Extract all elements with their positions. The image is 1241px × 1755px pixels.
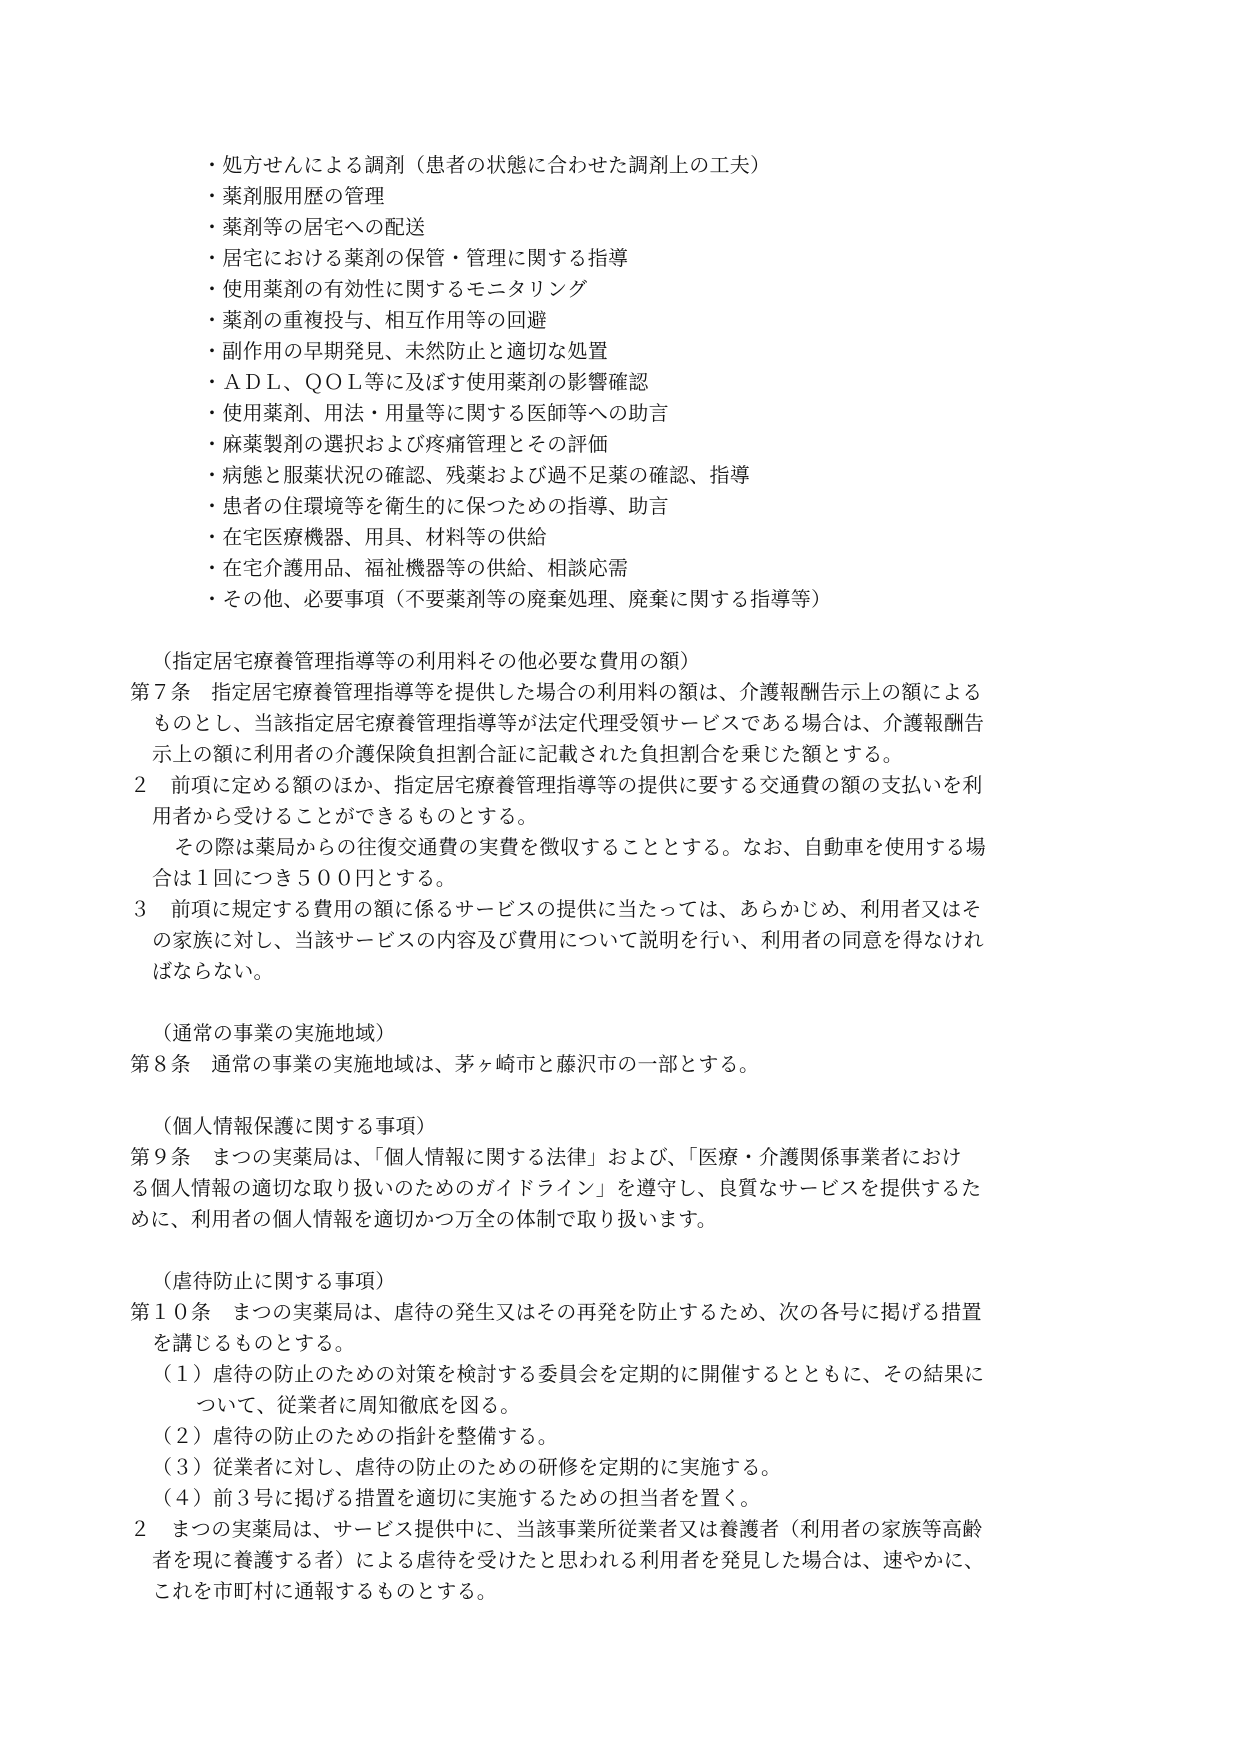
article7-line: 第７条 指定居宅療養管理指導等を提供した場合の利用料の額は、介護報酬告示上の額による: [130, 680, 983, 704]
article7-line: ものとし、当該指定居宅療養管理指導等が法定代理受領サービスである場合は、介護報酬告: [152, 711, 985, 735]
article7-line: ばならない。: [152, 959, 274, 983]
bullet-item: ・使用薬剤の有効性に関するモニタリング: [202, 277, 588, 301]
article10-line: （１）虐待の防止のための対策を検討する委員会を定期的に開催するとともに、その結果に: [152, 1362, 985, 1386]
article10-line: ２ まつの実薬局は、サービス提供中に、当該事業所従業者又は養護者（利用者の家族等高齢: [130, 1517, 983, 1541]
article7-line: の家族に対し、当該サービスの内容及び費用について説明を行い、利用者の同意を得なけれ: [152, 928, 984, 952]
bullet-item: ・病態と服薬状況の確認、残薬および過不足薬の確認、指導: [202, 463, 751, 487]
bullet-item: ・薬剤服用歴の管理: [202, 184, 385, 208]
bullet-item: ・副作用の早期発見、未然防止と適切な処置: [202, 339, 608, 363]
article7-line: 用者から受けることができるものとする。: [152, 804, 538, 828]
bullet-item: ・麻薬製剤の選択および疼痛管理とその評価: [202, 432, 608, 456]
bullet-item: ・処方せんによる調剤（患者の状態に合わせた調剤上の工夫）: [202, 153, 771, 177]
article7-line: 示上の額に利用者の介護保険負担割合証に記載された負担割合を乗じた額とする。: [152, 742, 904, 766]
article10-heading: （虐待防止に関する事項）: [152, 1269, 396, 1293]
article10-line: を講じるものとする。: [152, 1331, 355, 1355]
bullet-item: ・薬剤の重複投与、相互作用等の回避: [202, 308, 548, 332]
article10-line: （３）従業者に対し、虐待の防止のための研修を定期的に実施する。: [152, 1455, 782, 1479]
bullet-item: ・薬剤等の居宅への配送: [202, 215, 426, 239]
article10-line: 第１０条 まつの実薬局は、虐待の発生又はその再発を防止するため、次の各号に掲げる措置: [130, 1300, 982, 1324]
bullet-item: ・患者の住環境等を衛生的に保つための指導、助言: [202, 494, 669, 518]
article9-line: めに、利用者の個人情報を適切かつ万全の体制で取り扱います。: [130, 1207, 718, 1231]
article10-line: 者を現に養護する者）による虐待を受けたと思われる利用者を発見した場合は、速やかに、: [152, 1548, 985, 1572]
article8-line: 第８条 通常の事業の実施地域は、茅ヶ崎市と藤沢市の一部とする。: [130, 1052, 760, 1076]
article10-line: ついて、従業者に周知徹底を図る。: [196, 1393, 521, 1417]
article7-line: ２ 前項に定める額のほか、指定居宅療養管理指導等の提供に要する交通費の額の支払いを利: [130, 773, 983, 797]
article10-line: これを市町村に通報するものとする。: [152, 1579, 498, 1603]
article10-line: （２）虐待の防止のための指針を整備する。: [152, 1424, 558, 1448]
article7-line: その際は薬局からの往復交通費の実費を徴収することとする。なお、自動車を使用する場: [174, 835, 986, 859]
article9-line: る個人情報の適切な取り扱いのためのガイドライン」を遵守し、良質なサービスを提供するた: [130, 1176, 982, 1200]
bullet-item: ・使用薬剤、用法・用量等に関する医師等への助言: [202, 401, 669, 425]
bullet-item: ・在宅医療機器、用具、材料等の供給: [202, 525, 548, 549]
article7-line: 合は１回につき５００円とする。: [152, 866, 457, 890]
bullet-item: ・ＡＤＬ、ＱＯＬ等に及ぼす使用薬剤の影響確認: [202, 370, 649, 394]
article7-line: ３ 前項に規定する費用の額に係るサービスの提供に当たっては、あらかじめ、利用者又はそ: [130, 897, 982, 921]
article9-heading: （個人情報保護に関する事項）: [152, 1114, 437, 1138]
article9-line: 第９条 まつの実薬局は、「個人情報に関する法律」および、「医療・介護関係事業者におけ: [130, 1145, 962, 1169]
bullet-item: ・在宅介護用品、福祉機器等の供給、相談応需: [202, 556, 629, 580]
bullet-item: ・居宅における薬剤の保管・管理に関する指導: [202, 246, 629, 270]
article10-line: （４）前３号に掲げる措置を適切に実施するための担当者を置く。: [152, 1486, 761, 1510]
article7-heading: （指定居宅療養管理指導等の利用料その他必要な費用の額）: [152, 649, 701, 673]
bullet-item: ・その他、必要事項（不要薬剤等の廃棄処理、廃棄に関する指導等）: [202, 587, 832, 611]
article8-heading: （通常の事業の実施地域）: [152, 1021, 396, 1045]
